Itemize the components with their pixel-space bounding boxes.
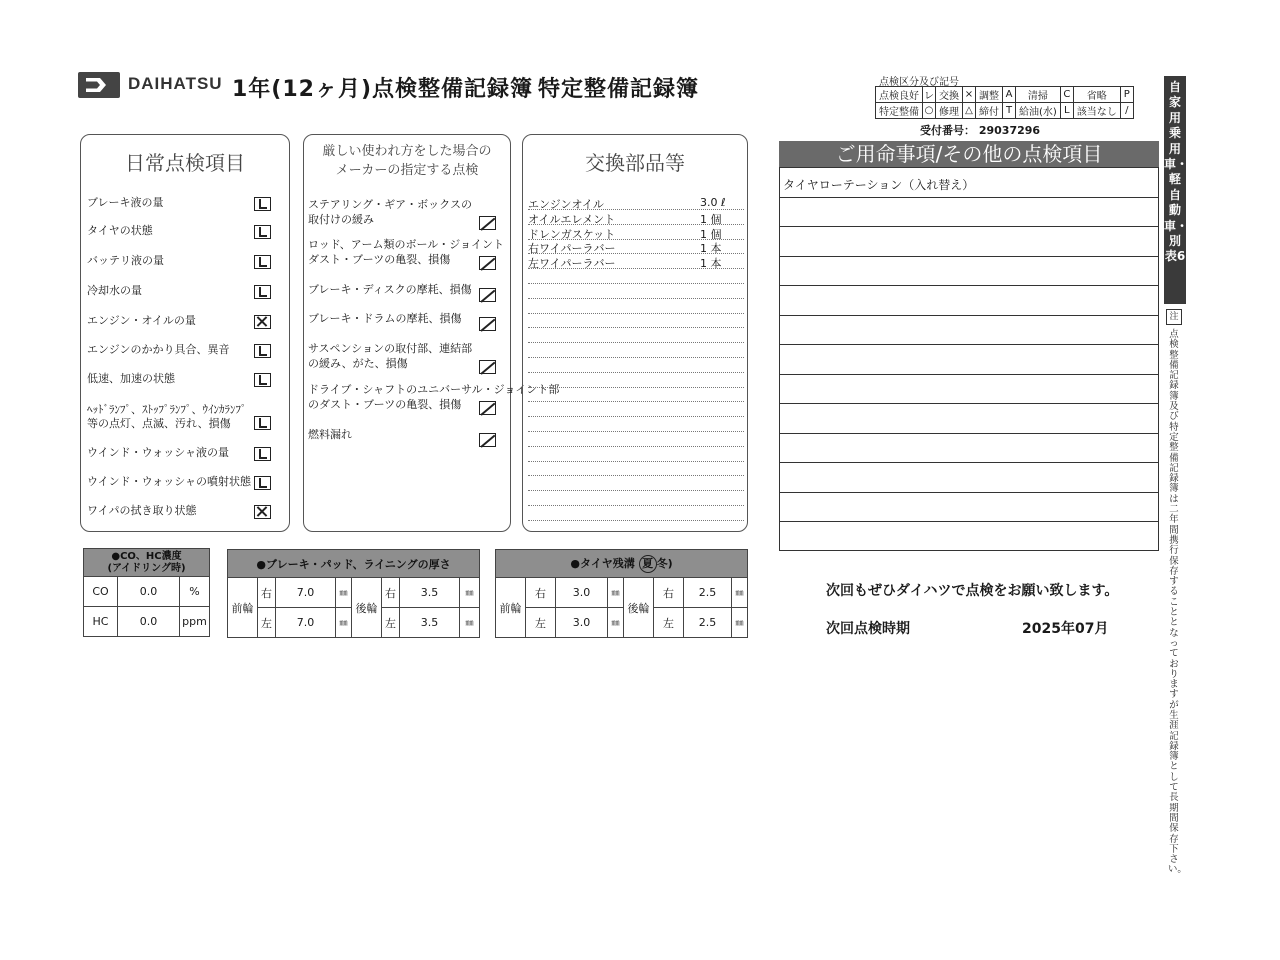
parts-ruled-line [528, 490, 744, 491]
notes-row [780, 345, 1158, 375]
legend-cell: P [1120, 87, 1133, 103]
daily-inspection-title: 日常点検項目 [125, 151, 245, 175]
daily-check-mark [254, 447, 271, 461]
notes-row [780, 493, 1158, 523]
severe-item-label-2: 取付けの緩み [308, 213, 374, 226]
legend-cell: T [1003, 103, 1016, 119]
part-quantity: 1 個 [700, 212, 722, 226]
severe-check-mark [479, 433, 496, 447]
daily-check-mark [254, 225, 271, 239]
legend-cell: 交換 [936, 87, 963, 103]
tire-unit: ㎜ [732, 608, 748, 638]
severe-item-label-2: ダスト・ブーツの亀裂、損傷 [308, 253, 451, 266]
brake-unit: ㎜ [460, 608, 480, 638]
notes-row [780, 463, 1158, 493]
parts-ruled-line [528, 357, 744, 358]
co-hc-title-1: ●CO、HC濃度 [111, 550, 182, 562]
legend-cell: △ [963, 103, 976, 119]
notes-row [780, 257, 1158, 287]
daily-item-label-2: 等の点灯、点滅、汚れ、損傷 [87, 417, 231, 430]
severe-use-panel [303, 134, 511, 532]
tire-rear-right-label: 右 [654, 578, 684, 608]
brake-rear-label: 後輪 [352, 578, 382, 638]
parts-ruled-line [528, 387, 744, 388]
brake-front-label: 前輪 [228, 578, 258, 638]
legend-cell: 修理 [936, 103, 963, 119]
daily-check-mark [254, 505, 271, 519]
side-note-text: 点検整備記録簿及び特定整備記録簿は二年間携行保存することとなっておりますが生涯記録簿として長期間保存下さい。 [1168, 329, 1187, 876]
tire-front-label: 前輪 [496, 578, 526, 638]
parts-ruled-line [528, 401, 744, 402]
notes-row [780, 404, 1158, 434]
tire-winter-label: 冬) [656, 556, 673, 570]
tire-unit: ㎜ [608, 608, 624, 638]
tire-rear-left-label: 左 [654, 608, 684, 638]
brake-rear-left-label: 左 [382, 608, 400, 638]
parts-ruled-line [528, 327, 744, 328]
legend-cell: × [963, 87, 976, 103]
co-value: 0.0 [118, 577, 180, 607]
part-quantity: 1 本 [700, 257, 722, 271]
brake-rear-right-label: 右 [382, 578, 400, 608]
note-mark: 注 [1166, 309, 1182, 325]
tire-front-left-value: 3.0 [556, 608, 608, 638]
severe-check-mark [479, 360, 496, 374]
vehicle-class-text: 自家用乗用車・軽自動車・別表6 [1164, 80, 1189, 264]
daily-item-label: タイヤの状態 [87, 224, 153, 237]
parts-ruled-line [528, 520, 744, 521]
next-inspection-date: 2025年07月 [1022, 621, 1109, 637]
legend-cell: 特定整備 [876, 103, 923, 119]
parts-ruled-line [528, 416, 744, 417]
severe-item-label: ステアリング・ギア・ボックスの [308, 198, 473, 211]
severe-item-label-2: の緩み、がた、損傷 [308, 357, 408, 370]
receipt-number: 受付番号： 29037296 [920, 124, 1041, 137]
daily-check-mark [254, 197, 271, 211]
hc-label: HC [84, 607, 118, 637]
brake-unit: ㎜ [460, 578, 480, 608]
legend-cell: L [1060, 103, 1073, 119]
note-line-1: タイヤローテーション（入れ替え） [783, 178, 975, 192]
daily-item-label: 低速、加速の状態 [87, 372, 175, 385]
tire-front-right-label: 右 [526, 578, 556, 608]
severe-item-label: ブレーキ・ディスクの摩耗、損傷 [308, 283, 472, 296]
daily-item-label: エンジンのかかり具合、異音 [87, 343, 230, 356]
legend-cell: 省略 [1073, 87, 1120, 103]
parts-ruled-line [528, 283, 744, 284]
severe-item-label: サスペンションの取付部、連結部 [308, 342, 473, 355]
tire-rear-left-value: 2.5 [684, 608, 732, 638]
notes-row [780, 286, 1158, 316]
document-subtitle: 特定整備記録簿 [538, 77, 700, 102]
brake-unit: ㎜ [336, 608, 352, 638]
brand-name: DAIHATSU [128, 74, 223, 93]
severe-item-label: 燃料漏れ [308, 428, 352, 441]
severe-check-mark [479, 288, 496, 302]
daily-item-label: ワイパの拭き取り状態 [87, 504, 197, 517]
parts-ruled-line [528, 446, 744, 447]
daily-check-mark [254, 255, 271, 269]
daily-inspection-panel [80, 134, 290, 532]
severe-check-mark [479, 256, 496, 270]
parts-ruled-line [528, 298, 744, 299]
daily-check-mark [254, 315, 271, 329]
severe-use-title-2: メーカーの指定する点検 [335, 163, 479, 178]
severe-use-title-1: 厳しい使われ方をした場合の [322, 144, 492, 159]
daily-check-mark [254, 344, 271, 358]
severe-item-label-2: のダスト・ブーツの亀裂、損傷 [308, 398, 462, 411]
notes-row [780, 434, 1158, 464]
tire-tread-title [496, 550, 748, 578]
notes-table [779, 167, 1159, 551]
tire-front-left-label: 左 [526, 608, 556, 638]
part-quantity: 1 個 [700, 227, 722, 241]
legend-cell: レ [923, 87, 936, 103]
daily-item-label: ﾍｯﾄﾞﾗﾝﾌﾟ、ｽﾄｯﾌﾟﾗﾝﾌﾟ、ｳｲﾝｶﾗﾝﾌﾟ [87, 403, 247, 416]
brake-pad-title: ●ブレーキ・パッド、ライニングの厚さ [228, 550, 480, 578]
severe-item-label: ブレーキ・ドラムの摩耗、損傷 [308, 312, 462, 325]
part-name: オイルエレメント [528, 212, 616, 226]
hc-unit: ppm [180, 607, 210, 637]
legend-table [875, 86, 1134, 119]
co-hc-table [83, 548, 210, 637]
tire-rear-label: 後輪 [624, 578, 654, 638]
daily-item-label: 冷却水の量 [87, 284, 142, 297]
parts-ruled-line [528, 372, 744, 373]
parts-ruled-line [528, 342, 744, 343]
parts-ruled-line [528, 475, 744, 476]
vehicle-class-strip [1164, 76, 1189, 304]
replaced-parts-panel [522, 134, 748, 532]
notes-row [780, 375, 1158, 405]
legend-cell: ○ [923, 103, 936, 119]
daily-check-mark [254, 416, 271, 430]
daihatsu-logo-icon [78, 72, 120, 98]
hc-value: 0.0 [118, 607, 180, 637]
severe-item-label: ロッド、アーム類のボール・ジョイント [308, 238, 505, 251]
daily-item-label: バッテリ液の量 [87, 254, 164, 267]
part-name: エンジンオイル [528, 198, 604, 211]
daily-item-label: ブレーキ液の量 [87, 196, 164, 209]
parts-ruled-line [528, 313, 744, 314]
brake-unit: ㎜ [336, 578, 352, 608]
legend-cell: 給油(水) [1016, 103, 1061, 119]
tire-front-right-value: 3.0 [556, 578, 608, 608]
notes-row [780, 198, 1158, 228]
daily-check-mark [254, 476, 271, 490]
tire-tread-title-text: ●タイヤ残溝 [570, 556, 635, 570]
notes-row [780, 316, 1158, 346]
legend-cell: 清掃 [1016, 87, 1061, 103]
brake-front-left-value: 7.0 [276, 608, 336, 638]
tire-unit: ㎜ [732, 578, 748, 608]
legend-cell: A [1003, 87, 1016, 103]
part-name: ドレンガスケット [528, 227, 616, 241]
tire-unit: ㎜ [608, 578, 624, 608]
replaced-parts-title: 交換部品等 [585, 151, 685, 175]
brake-rear-right-value: 3.5 [400, 578, 460, 608]
part-quantity: 1 本 [700, 242, 722, 256]
document-title: 1年(12ヶ月)点検整備記録簿 [232, 77, 534, 102]
legend-cell: 調整 [976, 87, 1003, 103]
severe-check-mark [479, 317, 496, 331]
daily-item-label: ウインド・ウォッシャ液の量 [87, 446, 230, 459]
legend-cell: C [1060, 87, 1073, 103]
legend-cell: 締付 [976, 103, 1003, 119]
brake-rear-left-value: 3.5 [400, 608, 460, 638]
tire-rear-right-value: 2.5 [684, 578, 732, 608]
brake-pad-table [227, 549, 480, 638]
part-name: 左ワイパーラバー [528, 257, 616, 271]
legend-cell: 点検良好 [876, 87, 923, 103]
next-inspection-message: 次回もぜひダイハツで点検をお願い致します。 [826, 583, 1119, 599]
severe-check-mark [479, 216, 496, 230]
co-unit: % [180, 577, 210, 607]
tire-tread-table [495, 549, 748, 638]
daily-check-mark [254, 285, 271, 299]
brake-front-right-value: 7.0 [276, 578, 336, 608]
daily-item-label: エンジン・オイルの量 [87, 314, 196, 327]
daily-item-label: ウインド・ウォッシャの噴射状態 [87, 475, 252, 488]
tire-summer-mark: 夏 [639, 555, 657, 573]
legend-cell: / [1120, 103, 1133, 119]
next-inspection-label: 次回点検時期 [826, 621, 910, 637]
brake-front-right-label: 右 [258, 578, 276, 608]
co-label: CO [84, 577, 118, 607]
co-hc-title-2: (アイドリング時) [107, 562, 186, 574]
notes-row [780, 227, 1158, 257]
legend-cell: 該当なし [1073, 103, 1120, 119]
legend-title: 点検区分及び記号 [879, 77, 959, 88]
parts-ruled-line [528, 431, 744, 432]
notes-title: ご用命事項/その他の点検項目 [779, 141, 1159, 167]
brake-front-left-label: 左 [258, 608, 276, 638]
parts-ruled-line [528, 505, 744, 506]
part-quantity: 3.0 ℓ [700, 196, 726, 209]
parts-ruled-line [528, 461, 744, 462]
severe-item-label: ドライブ・シャフトのユニバーサル・ジョイント部 [308, 383, 560, 396]
severe-check-mark [479, 401, 496, 415]
part-name: 右ワイパーラバー [528, 242, 616, 256]
daily-check-mark [254, 373, 271, 387]
